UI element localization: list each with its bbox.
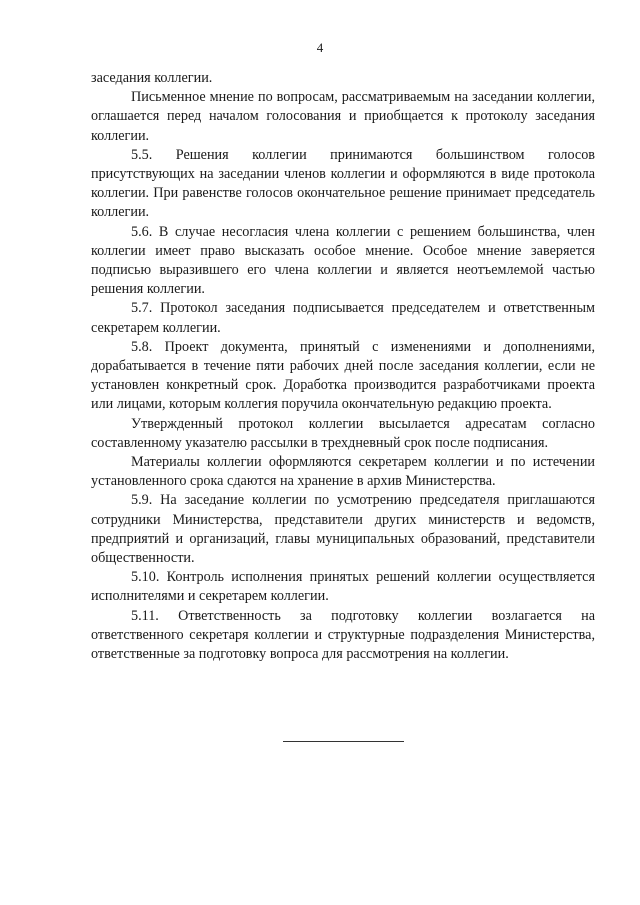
- document-body: [91, 69, 595, 664]
- paragraph-5-5: 5.5. Решения коллегии принимаются большинством голосов присутствующих на заседании членов коллегии и оформляются в виде протокола коллегии. При равенстве голосов окончательное решение принимает председатель коллегии.: [91, 146, 595, 221]
- paragraph-continuation: заседания коллегии.: [91, 70, 213, 86]
- page-number: 4: [316, 40, 324, 55]
- paragraph-5-7: 5.7. Протокол заседания подписывается председателем и ответственным секретарем коллегии.: [91, 300, 595, 336]
- paragraph-written-opinion: Письменное мнение по вопросам, рассматриваемым на заседании коллегии, оглашается перед началом голосования и приобщается к протоколу заседания коллегии.: [91, 89, 595, 144]
- paragraph-5-9: 5.9. На заседание коллегии по усмотрению председателя приглашаются сотрудники Министерства, представители других министерств и ведомств, предприятий и организаций, главы муниципальных образований, представители общественности.: [91, 492, 595, 567]
- paragraph-5-10: 5.10. Контроль исполнения принятых решений коллегии осуществляется исполнителями и секретарем коллегии.: [91, 569, 595, 605]
- paragraph-5-11: 5.11. Ответственность за подготовку коллегии возлагается на ответственного секретаря коллегии и структурные подразделения Министерства, ответственные за подготовку вопроса для рассмотрения на коллегии.: [91, 607, 595, 663]
- paragraph-5-6: 5.6. В случае несогласия члена коллегии с решением большинства, член коллегии имеет право высказать особое мнение. Особое мнение заверяется подписью выразившего его члена коллегии и является неотъемлемой частью решения коллегии.: [91, 223, 595, 298]
- paragraph-5-8: 5.8. Проект документа, принятый с изменениями и дополнениями, дорабатывается в течение пяти рабочих дней после заседания коллегии, если не установлен конкретный срок. Доработка производится разработчиками проекта или лицами, которым коллегия поручила окончательную редакцию проекта.: [91, 338, 595, 413]
- end-divider-line: [283, 741, 404, 742]
- paragraph-approved-protocol: Утвержденный протокол коллегии высылается адресатам согласно составленному указателю рассылки в трехдневный срок после подписания.: [91, 415, 595, 451]
- paragraph-materials: Материалы коллегии оформляются секретарем коллегии и по истечении установленного срока сдаются на хранение в архив Министерства.: [91, 454, 595, 490]
